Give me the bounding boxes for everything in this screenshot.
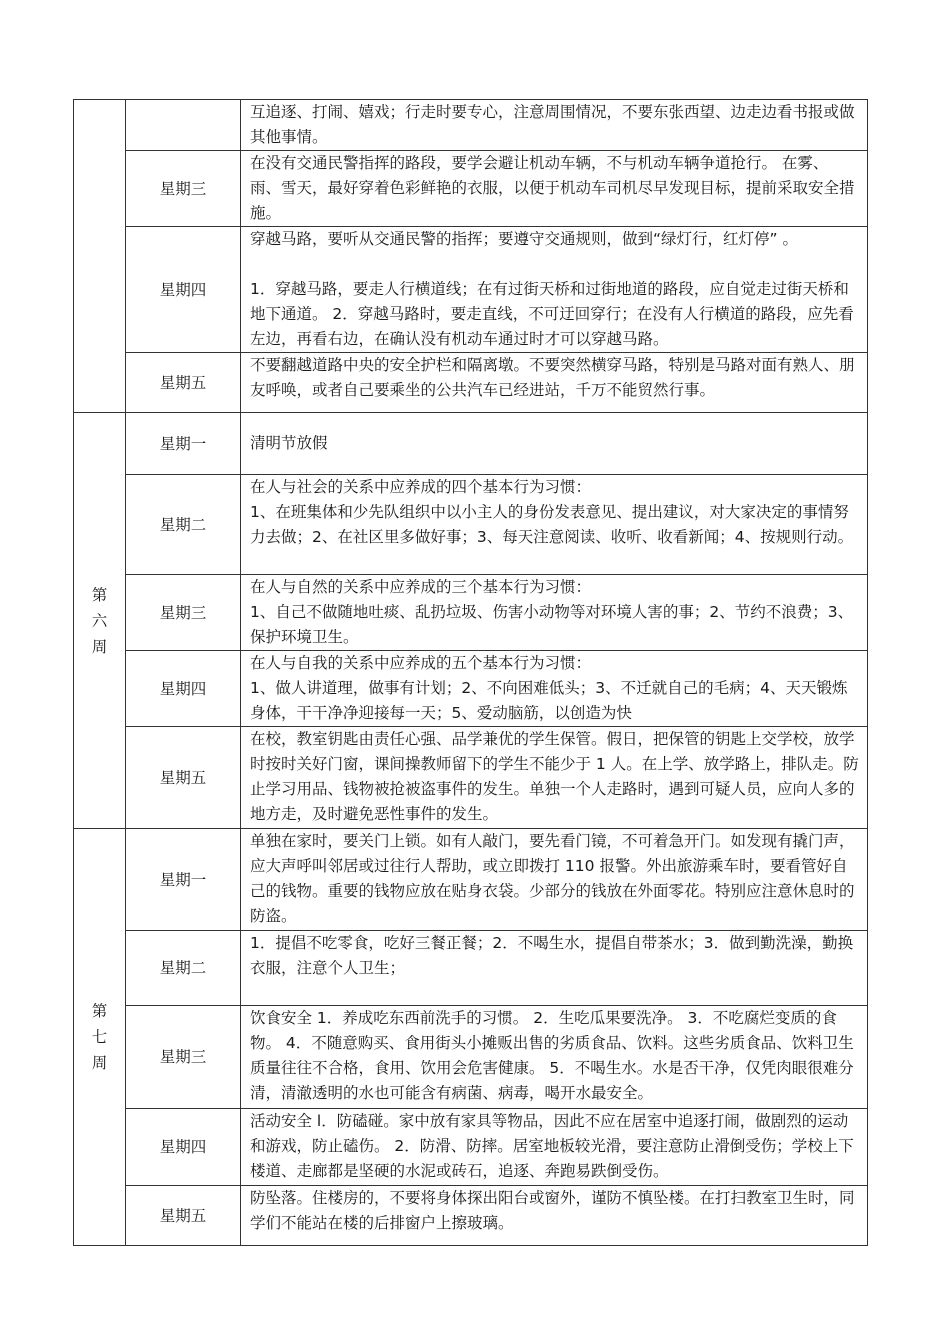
table-row xyxy=(74,413,868,475)
content-cell xyxy=(241,829,868,931)
content-cell xyxy=(241,413,868,475)
content-cell xyxy=(241,931,868,1006)
safety-education-schedule-table xyxy=(73,99,868,1246)
day-cell: 星期五 xyxy=(126,353,241,413)
week-cell xyxy=(74,100,126,413)
day-cell: 星期一 xyxy=(126,413,241,475)
content-text: 在校，教室钥匙由责任心强、品学兼优的学生保管。假日，把保管的钥匙上交学校，放学时按时关好门窗，课间操教师留下的学生不能少于 1 人。在上学、放学路上，排队走。防止学习用品、钱物被抢被盗事件的发生。单独一个人走路时，遇到可疑人员，应向人多的地方走，及时避免恶性事件的发生。 xyxy=(250,730,859,823)
day-cell: 星期四 xyxy=(126,1109,241,1186)
week-label: 第七周 xyxy=(91,1002,108,1072)
content-cell xyxy=(241,151,868,227)
content-cell xyxy=(241,353,868,413)
week-label: 第六周 xyxy=(91,585,108,656)
content-cell xyxy=(241,1109,868,1186)
day-cell: 星期三 xyxy=(126,1006,241,1109)
content-text: 在人与自我的关系中应养成的五个基本行为习惯： 1、做人讲道理，做事有计划；2、不向困难低头；3、不迁就自己的毛病；4、天天锻炼身体，干干净净迎接每一天；5、爱动脑筋，以创造为快 xyxy=(250,654,848,722)
content-text: 防坠落。住楼房的，不要将身体探出阳台或窗外，谨防不慎坠楼。在打扫教室卫生时，同学们不能站在楼的后排窗户上擦玻璃。 xyxy=(250,1189,855,1232)
day-cell: 星期五 xyxy=(126,1186,241,1246)
table-row xyxy=(74,651,868,727)
week-cell xyxy=(74,829,126,1246)
table-row xyxy=(74,475,868,575)
table-row xyxy=(74,829,868,931)
day-cell: 星期三 xyxy=(126,575,241,651)
content-text: 活动安全 l．防磕碰。家中放有家具等物品，因此不应在居室中追逐打闹，做剧烈的运动和游戏，防止磕伤。 2．防滑、防摔。居室地板较光滑，要注意防止滑倒受伤；学校上下楼道、走廊都是坚硬的水泥或砖石，追逐、奔跑易跌倒受伤。 xyxy=(250,1112,854,1180)
content-text: 在人与社会的关系中应养成的四个基本行为习惯： 1、在班集体和少先队组织中以小主人的身份发表意见、提出建议，对大家决定的事情努力去做；2、在社区里多做好事；3、每天注意阅读、收听、收看新闻；4、按规则行动。 xyxy=(250,478,854,546)
day-cell: 星期二 xyxy=(126,475,241,575)
content-text: 不要翻越道路中央的安全护栏和隔离墩。不要突然横穿马路，特别是马路对面有熟人、朋友呼唤，或者自己要乘坐的公共汽车已经进站，千万不能贸然行事。 xyxy=(250,356,855,399)
day-cell: 星期一 xyxy=(126,829,241,931)
content-text: 穿越马路，要听从交通民警的指挥；要遵守交通规则，做到“绿灯行，红灯停” 。 1．穿越马路，要走人行横道线；在有过街天桥和过街地道的路段，应自觉走过街天桥和地下通道。 2．穿越马路时，要走直线，不可迂回穿行；在没有人行横道的路段，应先看左边，再看右边，在确认没有机动车通过时才可以穿越马路。 xyxy=(250,230,854,348)
table-row xyxy=(74,575,868,651)
day-cell: 星期四 xyxy=(126,651,241,727)
content-cell xyxy=(241,475,868,575)
table-row xyxy=(74,1109,868,1186)
content-text: 饮食安全 1．养成吃东西前洗手的习惯。 2．生吃瓜果要洗净。 3．不吃腐烂变质的食物。 4．不随意购买、食用街头小摊贩出售的劣质食品、饮料。这些劣质食品、饮料卫生质量往往不合格，食用、饮用会危害健康。 5．不喝生水。水是否干净，仅凭肉眼很难分清，清澈透明的水也可能含有病菌、病毒，喝开水最安全。 xyxy=(250,1009,854,1102)
content-text: 1．提倡不吃零食，吃好三餐正餐；2．不喝生水，提倡自带茶水；3．做到勤洗澡，勤换衣服，注意个人卫生； xyxy=(250,934,854,977)
table-row xyxy=(74,353,868,413)
week-cell xyxy=(74,413,126,829)
table-row xyxy=(74,227,868,353)
content-cell xyxy=(241,575,868,651)
day-cell: 星期四 xyxy=(126,227,241,353)
day-cell: 星期二 xyxy=(126,931,241,1006)
content-cell xyxy=(241,227,868,353)
content-cell xyxy=(241,727,868,829)
table-row xyxy=(74,1186,868,1246)
content-cell xyxy=(241,651,868,727)
content-text: 在没有交通民警指挥的路段，要学会避让机动车辆，不与机动车辆争道抢行。 在雾、雨、雪天，最好穿着色彩鲜艳的衣服，以便于机动车司机尽早发现目标，提前采取安全措施。 xyxy=(250,154,855,222)
content-cell xyxy=(241,1186,868,1246)
table-row xyxy=(74,727,868,829)
day-cell: 星期三 xyxy=(126,151,241,227)
table-row xyxy=(74,1006,868,1109)
day-cell xyxy=(126,100,241,151)
table-row xyxy=(74,931,868,1006)
content-text: 清明节放假 xyxy=(250,434,328,452)
content-text: 在人与自然的关系中应养成的三个基本行为习惯： 1、自己不做随地吐痰、乱扔垃圾、伤害小动物等对环境人害的事；2、节约不浪费；3、保护环境卫生。 xyxy=(250,578,854,646)
content-text: 单独在家时，要关门上锁。如有人敲门，要先看门镜，不可着急开门。如发现有撬门声，应大声呼叫邻居或过往行人帮助，或立即拨打 110 报警。外出旅游乘车时，要看管好自己的钱物。重要的钱物应放在贴身衣袋。少部分的钱放在外面零花。特别应注意休息时的防盗。 xyxy=(250,832,855,925)
table-row xyxy=(74,100,868,151)
content-text: 互追逐、打闹、嬉戏；行走时要专心，注意周围情况，不要东张西望、边走边看书报或做其他事情。 xyxy=(250,103,855,146)
day-cell: 星期五 xyxy=(126,727,241,829)
content-cell xyxy=(241,100,868,151)
content-cell xyxy=(241,1006,868,1109)
table-row xyxy=(74,151,868,227)
